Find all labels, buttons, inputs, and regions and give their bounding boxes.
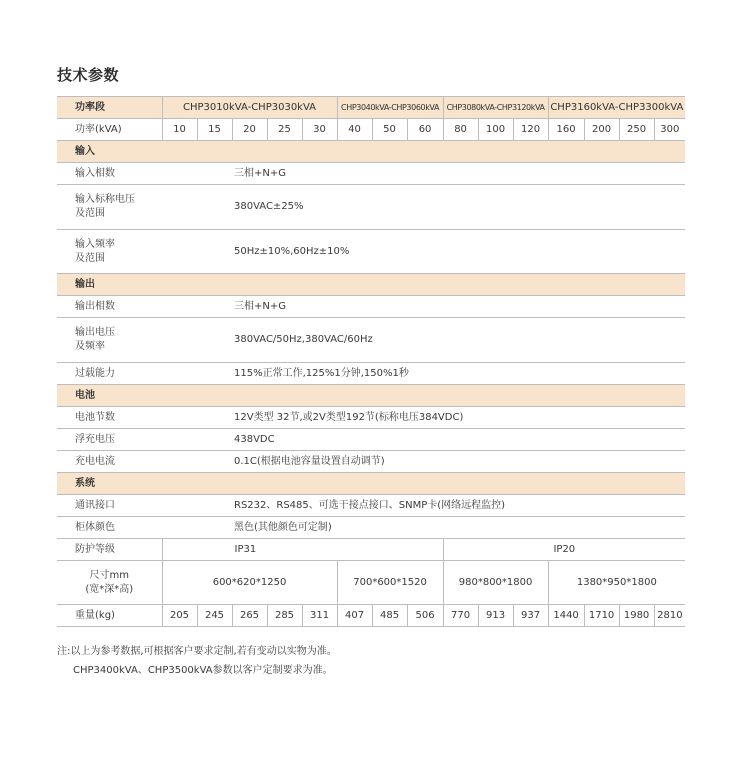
weight-value: 1980 — [619, 605, 654, 627]
row-label-line: 输入标称电压 — [75, 194, 135, 205]
row-value: 0.1C(根据电池容量设置自动调节) — [162, 451, 685, 473]
weight-value: 1710 — [584, 605, 619, 627]
note-line: 注:以上为参考数据,可根据客户要求定制,若有变动以实物为准。 — [57, 646, 337, 657]
table-row — [57, 539, 685, 561]
table-row — [57, 407, 685, 429]
note-line: CHP3400kVA、CHP3500kVA参数以客户定制要求为准。 — [73, 665, 333, 676]
table-row — [57, 119, 685, 141]
power-value: 50 — [372, 119, 407, 141]
power-value: 120 — [513, 119, 548, 141]
row-label-line: 及范围 — [75, 252, 105, 264]
row-label: 柜体颜色 — [57, 517, 162, 539]
power-value: 40 — [337, 119, 372, 141]
weight-value: 407 — [337, 605, 372, 627]
header-group: CHP3040kVA-CHP3060kVA — [341, 102, 440, 112]
row-label: 浮充电压 — [57, 429, 162, 451]
row-value: 50Hz±10%,60Hz±10% — [162, 230, 685, 274]
table-header-row — [57, 97, 685, 119]
weight-value: 205 — [162, 605, 197, 627]
protection-value: IP31 — [162, 539, 443, 561]
weight-value: 1440 — [548, 605, 584, 627]
size-value: 600*620*1250 — [162, 561, 337, 605]
table-row — [57, 429, 685, 451]
section-system: 系统 — [57, 473, 685, 495]
power-value: 15 — [197, 119, 232, 141]
weight-value: 311 — [302, 605, 337, 627]
table-row — [57, 230, 685, 274]
table-row — [57, 185, 685, 230]
header-group: CHP3080kVA-CHP3120kVA — [446, 102, 545, 112]
power-label: 功率(kVA) — [57, 119, 162, 141]
spec-table — [57, 96, 685, 627]
table-row — [57, 605, 685, 627]
row-value: 黑色(其他颜色可定制) — [162, 517, 685, 539]
notes — [57, 642, 337, 680]
row-label-line: (宽*深*高) — [85, 583, 134, 595]
row-label-line: 尺寸mm — [89, 569, 129, 581]
section-row — [57, 274, 685, 296]
protection-value: IP20 — [443, 539, 685, 561]
power-value: 25 — [267, 119, 302, 141]
page-title: 技术参数 — [57, 66, 120, 84]
row-label: 过载能力 — [57, 363, 162, 385]
row-label: 通讯接口 — [57, 495, 162, 517]
row-label: 电池节数 — [57, 407, 162, 429]
row-label-line: 输出电压 — [75, 327, 115, 338]
header-group: CHP3160kVA-CHP3300kVA — [548, 97, 685, 119]
row-label: 防护等级 — [57, 539, 162, 561]
power-value: 100 — [478, 119, 513, 141]
weight-value: 245 — [197, 605, 232, 627]
section-row — [57, 141, 685, 163]
weight-value: 770 — [443, 605, 478, 627]
row-label — [57, 318, 162, 363]
row-value: 三相+N+G — [162, 296, 685, 318]
header-group: CHP3010kVA-CHP3030kVA — [162, 97, 337, 119]
power-value: 80 — [443, 119, 478, 141]
table-row — [57, 561, 685, 605]
row-label: 充电电流 — [57, 451, 162, 473]
power-value: 10 — [162, 119, 197, 141]
table-row — [57, 451, 685, 473]
row-label — [57, 230, 162, 274]
row-value: RS232、RS485、可选干接点接口、SNMP卡(网络远程监控) — [162, 495, 685, 517]
row-value: 438VDC — [162, 429, 685, 451]
row-label: 重量(kg) — [57, 605, 162, 627]
row-value: 380VAC±25% — [162, 185, 685, 230]
table-row — [57, 495, 685, 517]
table-row — [57, 296, 685, 318]
row-label: 输出相数 — [57, 296, 162, 318]
section-battery: 电池 — [57, 385, 685, 407]
section-row — [57, 385, 685, 407]
row-value: 380VAC/50Hz,380VAC/60Hz — [162, 318, 685, 363]
table-row — [57, 163, 685, 185]
section-output: 输出 — [57, 274, 685, 296]
power-value: 20 — [232, 119, 267, 141]
power-value: 160 — [548, 119, 584, 141]
weight-value: 937 — [513, 605, 548, 627]
row-value: 三相+N+G — [162, 163, 685, 185]
power-value: 30 — [302, 119, 337, 141]
weight-value: 285 — [267, 605, 302, 627]
size-value: 980*800*1800 — [443, 561, 548, 605]
power-value: 250 — [619, 119, 654, 141]
row-label — [57, 185, 162, 230]
row-value: 115%正常工作,125%1分钟,150%1秒 — [162, 363, 685, 385]
weight-value: 506 — [407, 605, 443, 627]
table-row — [57, 517, 685, 539]
power-value: 60 — [407, 119, 443, 141]
weight-value: 2810 — [654, 605, 685, 627]
table-row — [57, 318, 685, 363]
row-label — [57, 561, 162, 605]
power-value: 200 — [584, 119, 619, 141]
size-value: 1380*950*1800 — [548, 561, 685, 605]
row-label-line: 及范围 — [75, 208, 105, 219]
row-label-line: 及频率 — [75, 341, 105, 352]
section-input: 输入 — [57, 141, 685, 163]
weight-value: 485 — [372, 605, 407, 627]
power-value: 300 — [654, 119, 685, 141]
weight-value: 913 — [478, 605, 513, 627]
section-row — [57, 473, 685, 495]
row-value: 12V类型 32节,或2V类型192节(标称电压384VDC) — [162, 407, 685, 429]
header-label: 功率段 — [57, 97, 162, 119]
row-label: 输入相数 — [57, 163, 162, 185]
row-label-line: 输入频率 — [75, 238, 115, 250]
weight-value: 265 — [232, 605, 267, 627]
table-row — [57, 363, 685, 385]
size-value: 700*600*1520 — [337, 561, 443, 605]
